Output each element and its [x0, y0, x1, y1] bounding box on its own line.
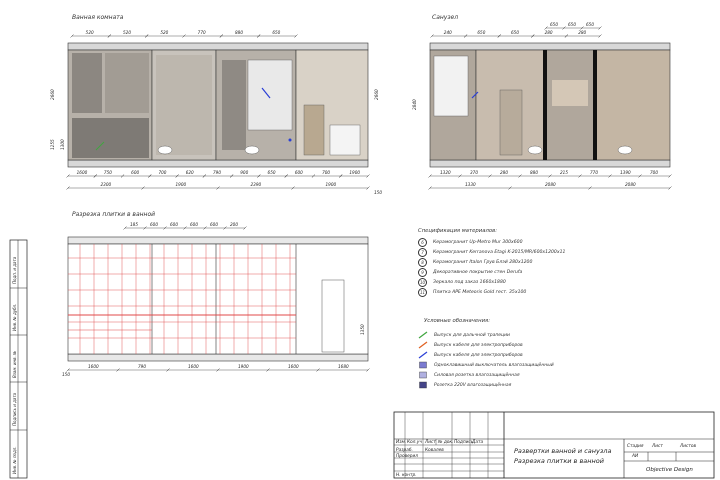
- legend-item: [418, 330, 638, 340]
- title-wc: Санузел: [432, 14, 459, 21]
- sheet-label: Лист: [652, 444, 663, 449]
- legend-item-text: Силовая розетка влагозащищённая: [434, 372, 520, 378]
- dim-grid-bottom: 1600: [188, 364, 199, 369]
- dim-bottom-wc: 1320: [440, 170, 451, 175]
- spec-item-text: Керамогранит Italon Грув Блэй 280x1200: [433, 259, 533, 265]
- dim-top-bathroom: 880: [235, 30, 243, 35]
- spec-item-text: Керамогранит Up-Metro Mur 300x600: [433, 239, 523, 245]
- dim-top-bathroom: 770: [197, 30, 206, 35]
- spec-item: [418, 277, 638, 287]
- dim-top-bathroom: 520: [85, 30, 94, 35]
- spec-item: [418, 257, 638, 267]
- dim-bottom-wc: 880: [530, 170, 538, 175]
- stamp-header: № док.: [438, 440, 454, 445]
- dim-bottom-bathroom: 650: [267, 170, 276, 175]
- dim-grid-bottom: 1600: [288, 364, 299, 369]
- stage-label: Стадия: [627, 444, 644, 449]
- spec-item-number: 10: [419, 279, 426, 285]
- spec-item-text: Плитка APE Meteoris Gold гест. 35x100: [433, 289, 527, 295]
- dim-top-wc: 650: [511, 30, 519, 35]
- dim-bottom-wc: 280: [500, 170, 508, 175]
- switch-socket-symbol: [418, 381, 428, 389]
- legend-item: [418, 350, 638, 360]
- dim-bottom-bathroom: 700: [158, 170, 167, 175]
- legend-item-text: Выпуск для дальчной трапеции: [434, 332, 510, 338]
- dim-grid-bottom: 790: [138, 364, 146, 369]
- spec-item-number: 9: [418, 268, 427, 277]
- binding-strip-label: Подп. и дата: [12, 256, 17, 284]
- dim-bottom-wc: 215: [560, 170, 568, 175]
- dim-bottom-wc: 700: [650, 170, 658, 175]
- legend-item: [418, 360, 638, 370]
- dim-grid-bottom: 1680: [338, 364, 349, 369]
- binding-strip-label: Подпись и дата: [12, 392, 17, 426]
- role-checked: Проверил: [396, 454, 419, 459]
- dim-total-bathroom: 2300: [100, 182, 112, 187]
- dim-bottom-wc: 370: [470, 170, 478, 175]
- document-title-line2: Разрезка плитки в ванной: [514, 457, 604, 465]
- spec-item-text: Декоративное покрытие стен Derufa: [433, 269, 523, 275]
- dim-grid-top: 185: [130, 222, 138, 227]
- binding-strip-label: Инв. № дубл.: [12, 303, 17, 331]
- dim-top-wc: 650: [477, 30, 486, 35]
- title-bathroom: Ванная комната: [72, 14, 124, 21]
- dim-grid-top: 600: [170, 222, 178, 227]
- cable-outlet-symbol: [418, 341, 428, 349]
- dim-bottom-bathroom: 620: [185, 170, 194, 175]
- legend-item-text: Выпуск кабеля для электроприборов: [434, 352, 523, 358]
- legend-item-text: Одноклавишный выключатель влагозащищённый: [434, 362, 554, 368]
- dim-total-bathroom: 1900: [325, 182, 337, 187]
- dim-grid-bottom: 1900: [238, 364, 249, 369]
- dim-height: 1255: [50, 139, 55, 150]
- spec-item-number: 7: [418, 248, 427, 257]
- dim-bottom-bathroom: 900: [240, 170, 249, 175]
- spec-item-text: Керамогранит Kerranova Etagi K-2015/MR/600x1200x11: [433, 249, 566, 255]
- switch-socket-symbol: [418, 361, 428, 369]
- dim-grid-top: 600: [210, 222, 218, 227]
- dim-grid-top: 600: [190, 222, 198, 227]
- dim-total-bathroom: 1900: [175, 182, 187, 187]
- dim-grid-bottom: 1600: [88, 364, 99, 369]
- role-developer: Разраб.: [396, 448, 413, 453]
- dim-top-bathroom: 520: [123, 30, 131, 35]
- legend-item-text: Розетка 220V влагозащищённая: [434, 382, 512, 388]
- stamp-header: Кол.уч: [407, 440, 422, 445]
- dim-total-wc: 2080: [545, 182, 556, 187]
- dim-grid-top: 600: [150, 222, 158, 227]
- dim-bottom-bathroom: 1900: [349, 170, 361, 175]
- stamp-header: Подпись: [454, 440, 474, 445]
- spec-item-text: Зеркало под заказ 1660х1880: [433, 279, 506, 285]
- dim-top-wc: 280: [578, 30, 587, 35]
- dim-top-wc-upper: 650: [568, 22, 576, 27]
- dim-height: 1300: [60, 139, 65, 150]
- dim-top-wc-upper: 650: [550, 22, 558, 27]
- dim-bottom-wc: 1390: [620, 170, 631, 175]
- spec-item: [418, 237, 638, 247]
- company-name: Objective Design: [646, 467, 693, 473]
- legend-list: [418, 330, 638, 390]
- dim-height: 2660: [374, 89, 379, 100]
- document-title-line1: Развертки ванной и санузла: [514, 447, 612, 455]
- dim-edge: 150: [374, 190, 382, 195]
- stamp-header: Дата: [472, 440, 484, 445]
- legend-item-text: Выпуск кабеля для электроприборов: [434, 342, 523, 348]
- binding-strip-label: Инв. № подл.: [12, 446, 17, 474]
- dim-bottom-bathroom: 700: [322, 170, 331, 175]
- role-norm-control: Н. контр.: [396, 473, 417, 478]
- legend: [418, 318, 638, 390]
- dim-top-wc-upper: 650: [586, 22, 594, 27]
- switch-socket-symbol: [418, 371, 428, 379]
- dim-bottom-bathroom: 1600: [76, 170, 88, 175]
- binding-strip-label: Взам. инв. №: [12, 350, 17, 378]
- dim-bottom-wc: 770: [590, 170, 598, 175]
- dim-bottom-bathroom: 790: [213, 170, 221, 175]
- spec-item: [418, 247, 638, 257]
- dim-height: 1350: [360, 324, 365, 335]
- dim-top-wc: 280: [544, 30, 553, 35]
- dim-grid-top: 200: [230, 222, 238, 227]
- stamp-header: Изм.: [396, 440, 407, 445]
- dim-edge: 150: [62, 372, 70, 377]
- spec-list: [418, 237, 638, 297]
- stage-value: АИ: [632, 454, 639, 459]
- legend-item: [418, 370, 638, 380]
- dim-top-bathroom: 520: [160, 30, 169, 35]
- legend-item: [418, 380, 638, 390]
- dim-bottom-bathroom: 600: [294, 170, 303, 175]
- dim-bottom-bathroom: 750: [103, 170, 112, 175]
- stamp-header: Лист: [425, 440, 436, 445]
- dim-height: 2660: [50, 89, 55, 100]
- spec-item-number: 8: [418, 258, 427, 267]
- sheets-label: Листов: [680, 444, 697, 449]
- materials-spec: [418, 228, 638, 297]
- dim-total-wc: 2080: [625, 182, 636, 187]
- spec-item-number: 11: [419, 289, 426, 295]
- dim-top-bathroom: 650: [272, 30, 281, 35]
- name-developer: Ковалев: [425, 448, 444, 453]
- spec-title: Спецификация материалов:: [418, 228, 497, 234]
- cable-outlet-symbol: [418, 331, 428, 339]
- tile-cutting-elevations: [68, 237, 368, 361]
- dim-total-wc: 1330: [465, 182, 476, 187]
- cable-outlet-symbol: [418, 351, 428, 359]
- dim-bottom-bathroom: 600: [131, 170, 140, 175]
- dim-height: 2840: [412, 99, 417, 110]
- legend-item: [418, 340, 638, 350]
- spec-item: [418, 287, 638, 297]
- title-tile-cut: Разрезка плитки в ванной: [72, 211, 156, 218]
- bathroom-elevations: [68, 43, 368, 167]
- legend-title: Условные обозначения:: [424, 318, 491, 324]
- wc-elevations: [430, 43, 670, 167]
- spec-item-number: 6: [418, 238, 427, 247]
- dim-top-wc: 240: [443, 30, 452, 35]
- spec-item: [418, 267, 638, 277]
- dim-total-bathroom: 2390: [250, 182, 262, 187]
